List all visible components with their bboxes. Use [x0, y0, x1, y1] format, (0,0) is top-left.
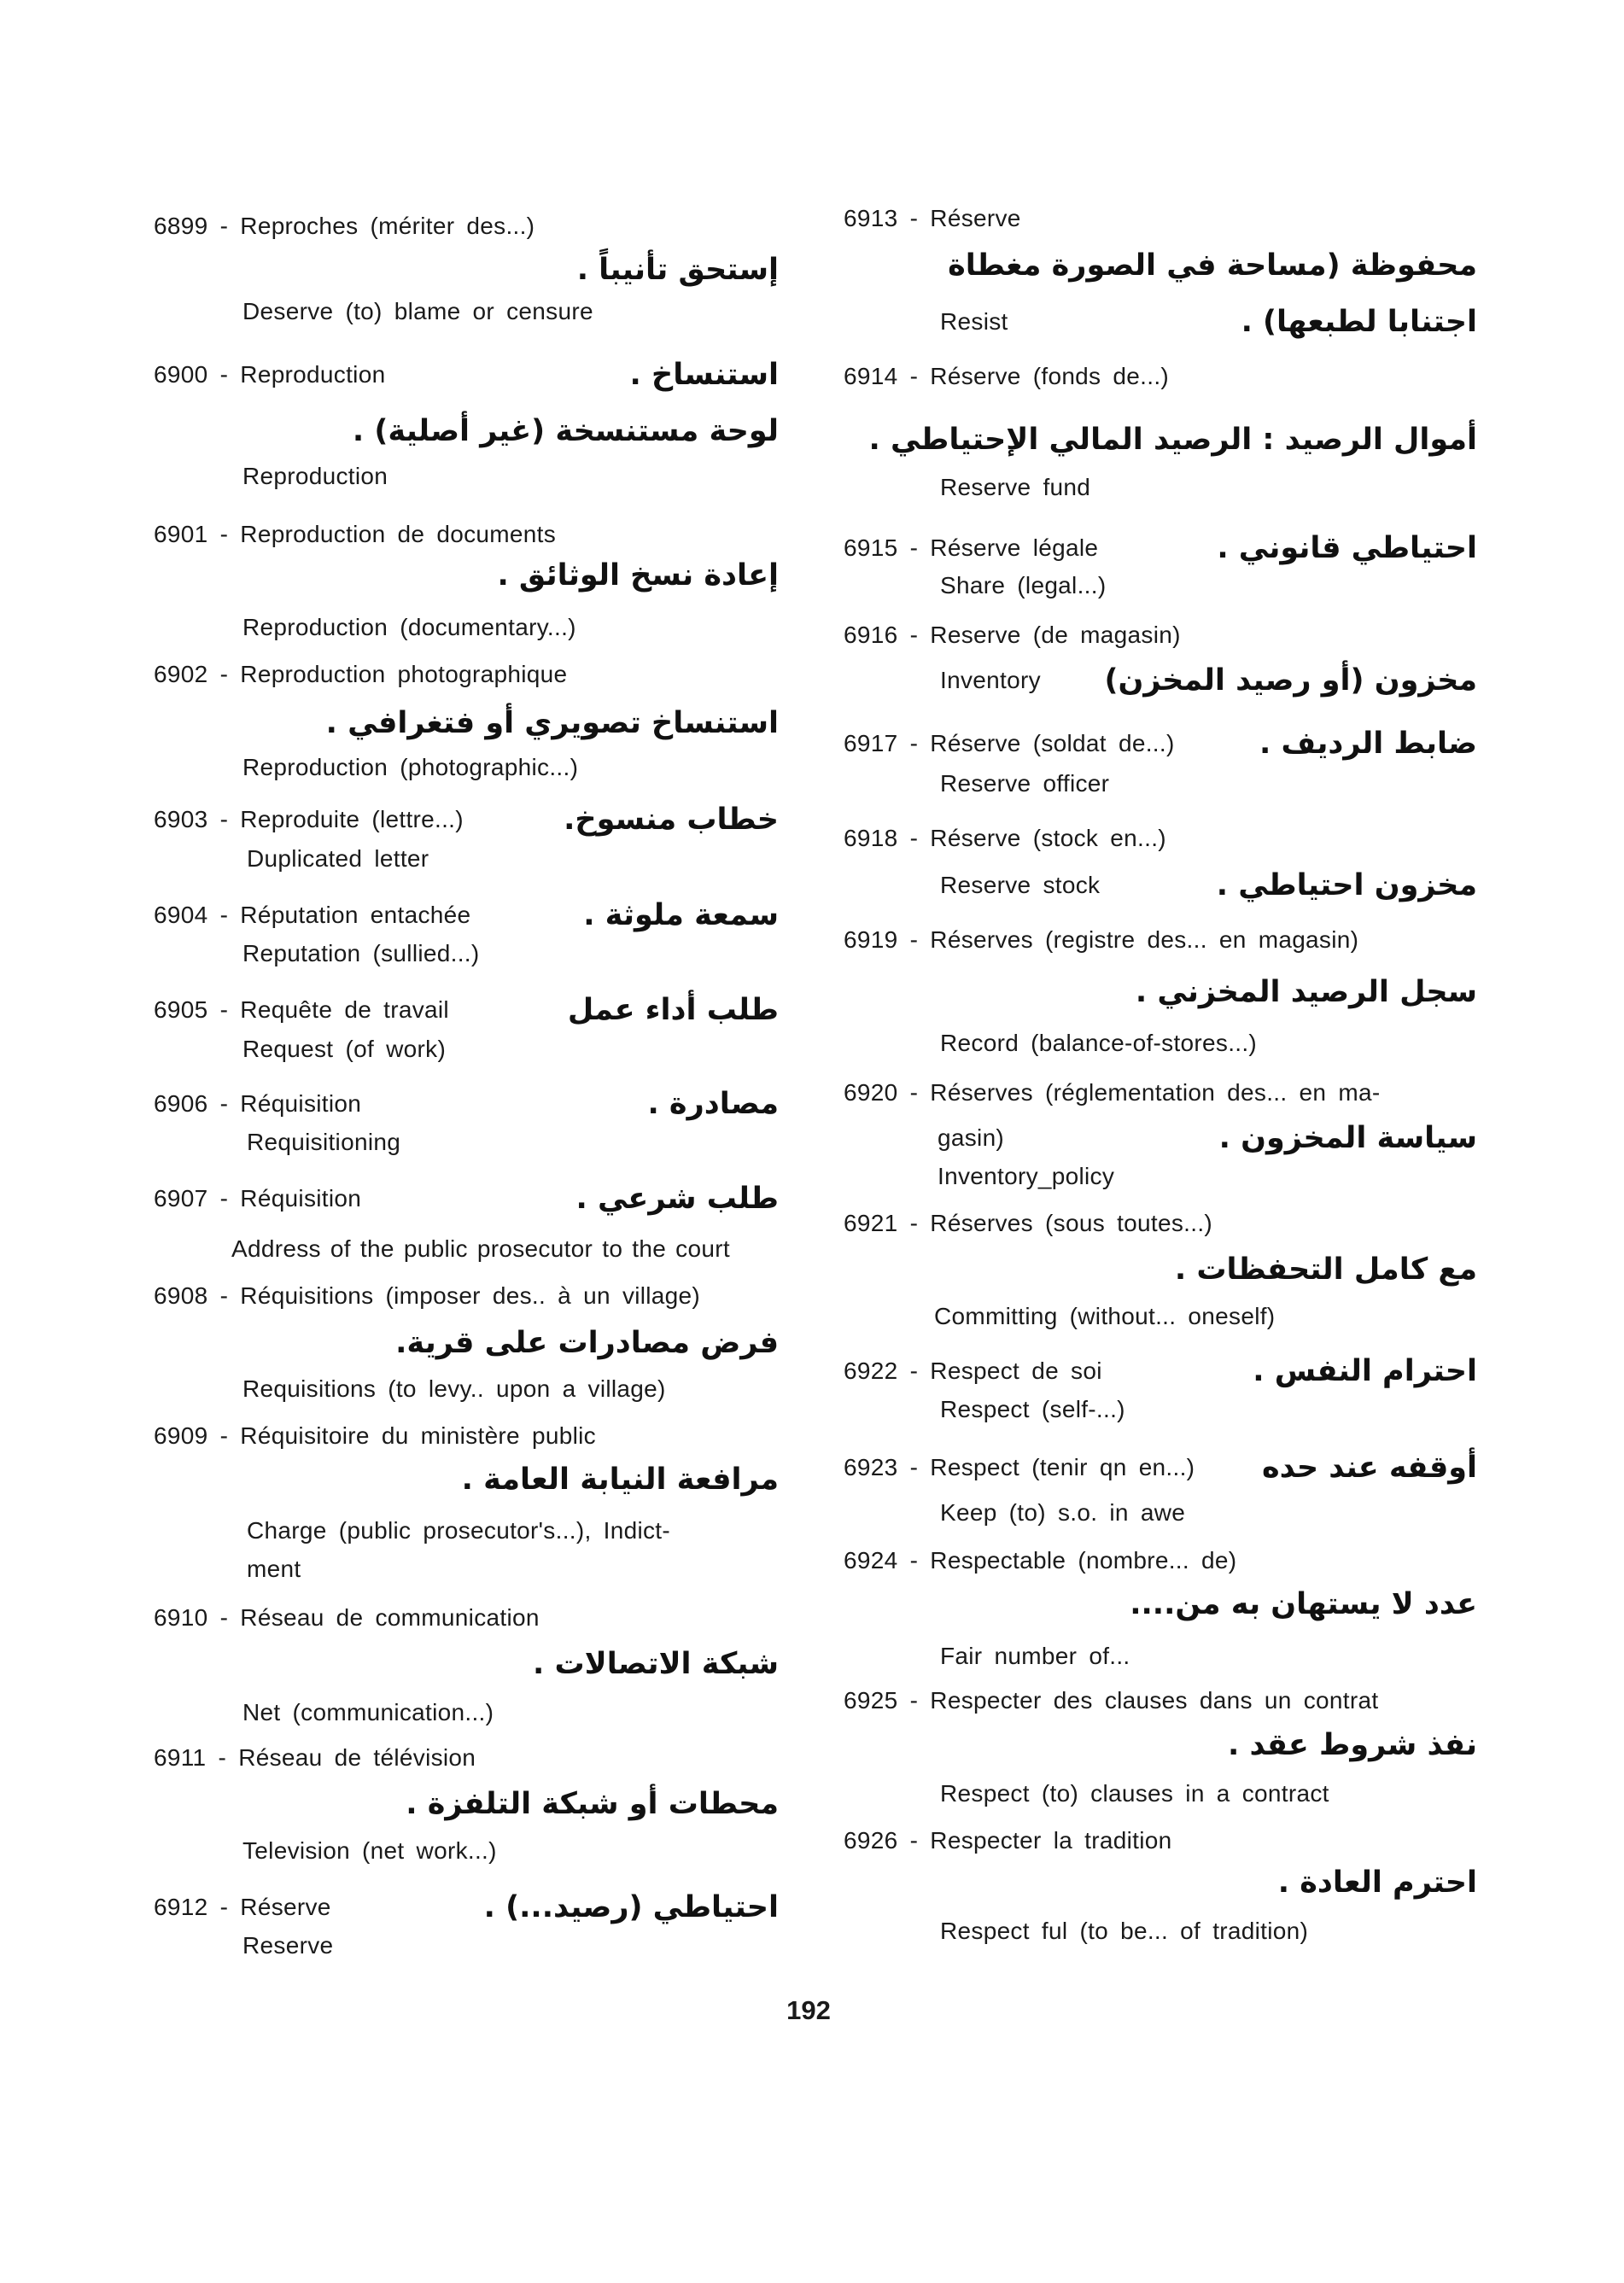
entry-number: 6908 — [154, 1282, 208, 1309]
arabic-line — [154, 1319, 779, 1367]
separator: - — [207, 1894, 241, 1920]
english-translation: Request (of work) — [242, 1036, 447, 1062]
arabic-line — [154, 246, 779, 294]
english-line — [154, 835, 779, 883]
arabic-line — [154, 1640, 779, 1688]
french-term: Réserve (fonds de...) — [930, 363, 1170, 389]
arabic-translation: سجل الرصيد المخزني . — [1135, 975, 1477, 1009]
arabic-translation: ضابط الرديف . — [1259, 727, 1477, 761]
french-term: Réquisitions (imposer des.. à un village) — [240, 1282, 701, 1309]
arabic-translation: استنساخ . — [629, 358, 779, 392]
french-term-continued: gasin) — [938, 1124, 1005, 1151]
arabic-line — [844, 1580, 1477, 1628]
entry-number: 6913 — [844, 205, 898, 231]
english-translation: Reputation (sullied...) — [242, 940, 480, 966]
english-translation: Duplicated letter — [247, 845, 429, 872]
arabic-translation: شبكة الاتصالات . — [532, 1647, 779, 1681]
headword-line — [844, 1200, 1477, 1247]
arabic-translation: سياسة المخزون . — [1218, 1121, 1477, 1155]
english-line — [844, 1019, 1477, 1067]
entry-number: 6899 — [154, 213, 208, 239]
french-term: Respect de soi — [930, 1358, 1102, 1384]
arabic-line — [844, 242, 1477, 289]
headword-line — [844, 1677, 1477, 1725]
entry-number: 6911 — [154, 1744, 207, 1771]
arabic-translation: استنساخ تصويري أو فتغرافي . — [325, 706, 779, 740]
separator: - — [897, 534, 931, 561]
separator: - — [897, 926, 931, 953]
french-term: Reproches (mériter des...) — [240, 213, 535, 239]
arabic-translation: مخزون احتياطي . — [1216, 868, 1477, 902]
separator: - — [897, 205, 931, 231]
headword-line — [154, 1594, 779, 1642]
french-term: Réquisition — [240, 1185, 362, 1212]
english-line — [154, 453, 779, 500]
english-translation: Respect (self-...) — [940, 1396, 1125, 1422]
english-line — [154, 744, 779, 791]
separator: - — [897, 622, 931, 648]
headword-line — [844, 1537, 1477, 1585]
entry-number: 6918 — [844, 825, 898, 851]
english-translation: Television (net work...) — [242, 1837, 497, 1864]
entry-number: 6905 — [154, 996, 208, 1023]
separator: - — [207, 1185, 241, 1212]
headword-line — [154, 1734, 779, 1782]
english-line — [844, 1489, 1477, 1537]
entry-number: 6926 — [844, 1827, 898, 1854]
english-translation: Reserve officer — [940, 770, 1110, 797]
english-translation: Deserve (to) blame or censure — [242, 298, 593, 324]
english-line — [154, 1225, 779, 1273]
arabic-line — [154, 1456, 779, 1504]
arabic-translation: محطات أو شبكة التلفزة . — [406, 1787, 779, 1821]
entry-number: 6910 — [154, 1604, 208, 1631]
arabic-translation: خطاب منسوخ. — [564, 803, 779, 837]
english-line — [154, 1365, 779, 1413]
arabic-line — [844, 1246, 1477, 1293]
english-line — [844, 464, 1477, 511]
headword-line — [154, 202, 779, 250]
french-term: Réserve — [240, 1894, 331, 1920]
arabic-translation: احتياطي (رصيد...) . — [483, 1890, 779, 1924]
arabic-line — [154, 1780, 779, 1828]
headword-line — [844, 916, 1477, 964]
separator: - — [207, 661, 241, 687]
english-translation: Reserve fund — [940, 474, 1091, 500]
headword-line — [844, 1817, 1477, 1865]
english-translation: Reproduction (documentary...) — [242, 614, 576, 640]
separator: - — [207, 902, 241, 928]
separator: - — [897, 1079, 931, 1106]
english-translation-continued: ment — [247, 1556, 301, 1582]
entry-number: 6901 — [154, 521, 208, 547]
arabic-translation: مرافعة النيابة العامة . — [461, 1463, 779, 1497]
arabic-translation: فرض مصادرات على قرية. — [395, 1326, 779, 1360]
french-term: Réquisition — [240, 1090, 362, 1117]
french-term: Reproduction — [240, 361, 386, 388]
french-term: Réserves (sous toutes...) — [930, 1210, 1213, 1236]
french-term: Reproduction photographique — [240, 661, 568, 687]
headword-line — [844, 353, 1477, 400]
separator: - — [207, 213, 241, 239]
french-term: Respecter des clauses dans un contrat — [930, 1687, 1379, 1714]
french-term: Réserves (réglementation des... en ma- — [930, 1079, 1381, 1106]
entry-number: 6923 — [844, 1454, 898, 1480]
english-line — [844, 1386, 1477, 1433]
english-translation: Reproduction — [242, 463, 388, 489]
english-line — [154, 1118, 779, 1166]
separator: - — [897, 1210, 931, 1236]
english-line — [844, 1770, 1477, 1818]
english-translation: Share (legal...) — [940, 572, 1107, 598]
separator: - — [207, 1090, 241, 1117]
headword-line — [154, 1175, 779, 1223]
headword-line — [844, 1444, 1477, 1492]
english-translation: Committing (without... oneself) — [934, 1303, 1276, 1329]
english-translation: Net (communication...) — [242, 1699, 494, 1725]
headword-line — [844, 815, 1477, 862]
entry-number: 6917 — [844, 730, 898, 756]
entry-number: 6912 — [154, 1894, 208, 1920]
french-term: Réquisitoire du ministère public — [240, 1422, 596, 1449]
french-term: Requête de travail — [240, 996, 449, 1023]
separator: - — [897, 825, 931, 851]
english-line — [844, 298, 1477, 346]
english-line — [844, 1907, 1477, 1955]
english-translation: Reserve stock — [940, 872, 1101, 898]
english-translation: Requisitioning — [247, 1129, 401, 1155]
english-translation: Respect (to) clauses in a contract — [940, 1780, 1329, 1807]
page-number: 192 — [786, 1995, 831, 2025]
separator: - — [206, 1744, 239, 1771]
french-term: Réputation entachée — [240, 902, 471, 928]
arabic-line — [844, 1859, 1477, 1906]
french-term: Reproduite (lettre...) — [240, 806, 464, 832]
separator: - — [897, 1358, 931, 1384]
french-term: Réserve (soldat de...) — [930, 730, 1175, 756]
english-translation: Fair number of... — [940, 1643, 1130, 1669]
arabic-line — [154, 699, 779, 747]
arabic-line — [154, 552, 779, 599]
french-term: Réseau de télévision — [238, 1744, 476, 1771]
separator: - — [897, 1687, 931, 1714]
english-line — [154, 1689, 779, 1737]
entry-number: 6922 — [844, 1358, 898, 1384]
arabic-translation: إستحق تأنيباً . — [576, 253, 779, 287]
french-term: Respecter la tradition — [930, 1827, 1172, 1854]
separator: - — [897, 1827, 931, 1854]
english-line — [844, 657, 1477, 704]
english-line — [154, 930, 779, 978]
separator: - — [897, 363, 931, 389]
english-line — [844, 861, 1477, 909]
english-line — [154, 1922, 779, 1970]
english-translation: Inventory — [940, 667, 1041, 693]
entry-number: 6924 — [844, 1547, 898, 1574]
french-term: Réserves (registre des... en magasin) — [930, 926, 1359, 953]
english-translation: Resist — [940, 308, 1008, 335]
english-line — [154, 288, 779, 336]
arabic-translation: احترم العادة . — [1277, 1866, 1477, 1900]
arabic-translation: لوحة مستنسخة (غير أصلية) . — [352, 414, 779, 448]
entry-number: 6921 — [844, 1210, 898, 1236]
headword-line — [154, 1412, 779, 1460]
entry-number: 6907 — [154, 1185, 208, 1212]
french-term: Réserve (stock en...) — [930, 825, 1166, 851]
french-term: Reserve (de magasin) — [930, 622, 1181, 648]
headword-line — [154, 651, 779, 698]
entry-number: 6903 — [154, 806, 208, 832]
arabic-translation: نفذ شروط عقد . — [1227, 1728, 1477, 1762]
english-translation: Record (balance-of-stores...) — [940, 1030, 1258, 1056]
arabic-translation: إعادة نسخ الوثائق . — [497, 558, 779, 593]
entry-number: 6902 — [154, 661, 208, 687]
entry-number: 6920 — [844, 1079, 898, 1106]
english-line — [844, 1153, 1477, 1200]
arabic-translation-continued: اجتنابا لطبعها) . — [1241, 305, 1477, 339]
french-term: Réserve — [930, 205, 1021, 231]
entry-number: 6900 — [154, 361, 208, 388]
english-translation: Keep (to) s.o. in awe — [940, 1499, 1186, 1526]
english-translation: Requisitions (to levy.. upon a village) — [242, 1375, 666, 1402]
arabic-line — [844, 968, 1477, 1016]
arabic-translation: طلب أداء عمل — [567, 993, 779, 1027]
separator: - — [207, 361, 241, 388]
french-term: Respectable (nombre... de) — [930, 1547, 1237, 1574]
english-translation: Charge (public prosecutor's...), Indict- — [247, 1517, 670, 1544]
english-line — [154, 604, 779, 651]
entry-number: 6925 — [844, 1687, 898, 1714]
separator: - — [897, 730, 931, 756]
separator: - — [207, 1282, 241, 1309]
english-translation: Reserve — [242, 1932, 334, 1959]
english-translation: Inventory_policy — [938, 1163, 1115, 1189]
entry-number: 6906 — [154, 1090, 208, 1117]
arabic-translation: احترام النفس . — [1253, 1354, 1477, 1388]
english-line — [844, 760, 1477, 808]
french-term: Reproduction de documents — [240, 521, 557, 547]
arabic-line — [844, 1721, 1477, 1769]
headword-line — [844, 1069, 1477, 1117]
english-line — [154, 1545, 779, 1593]
arabic-translation: احتياطي قانوني . — [1217, 531, 1477, 565]
arabic-translation: سمعة ملوثة . — [583, 898, 779, 932]
separator: - — [207, 521, 241, 547]
arabic-translation: أوقفه عند حده — [1262, 1451, 1477, 1485]
arabic-translation: أموال الرصيد : الرصيد المالي الإحتياطي . — [868, 423, 1477, 457]
arabic-translation: مصادرة . — [647, 1087, 779, 1121]
arabic-line — [154, 407, 779, 455]
english-translation: Address of the public prosecutor to the court — [231, 1235, 730, 1262]
english-line — [844, 562, 1477, 610]
english-translation: Reproduction (photographic...) — [242, 754, 579, 780]
headword-line — [844, 195, 1477, 242]
separator: - — [897, 1547, 931, 1574]
headword-line — [154, 351, 779, 399]
entry-number: 6915 — [844, 534, 898, 561]
english-translation: Respect ful (to be... of tradition) — [940, 1918, 1309, 1944]
headword-line — [154, 1272, 779, 1320]
separator: - — [207, 1604, 241, 1631]
french-term: Réseau de communication — [240, 1604, 540, 1631]
separator: - — [207, 996, 241, 1023]
arabic-translation: عدد لا يستهان به من.... — [1130, 1587, 1477, 1621]
headword-line — [844, 611, 1477, 659]
arabic-translation: محفوظة (مساحة في الصورة مغطاة — [948, 248, 1477, 283]
english-line — [844, 1293, 1477, 1340]
french-term: Respect (tenir qn en...) — [930, 1454, 1195, 1480]
arabic-line — [844, 416, 1477, 464]
english-line — [844, 1632, 1477, 1680]
arabic-translation: مخزون (أو رصيد المخزن) — [1104, 663, 1477, 698]
separator: - — [897, 1454, 931, 1480]
entry-number: 6919 — [844, 926, 898, 953]
entry-number: 6916 — [844, 622, 898, 648]
arabic-translation: طلب شرعي . — [575, 1182, 779, 1216]
entry-number: 6909 — [154, 1422, 208, 1449]
separator: - — [207, 806, 241, 832]
english-line — [154, 1827, 779, 1875]
english-line — [154, 1025, 779, 1073]
separator: - — [207, 1422, 241, 1449]
entry-number: 6914 — [844, 363, 898, 389]
french-term: Réserve légale — [930, 534, 1099, 561]
arabic-translation: مع كامل التحفظات . — [1174, 1252, 1477, 1287]
entry-number: 6904 — [154, 902, 208, 928]
